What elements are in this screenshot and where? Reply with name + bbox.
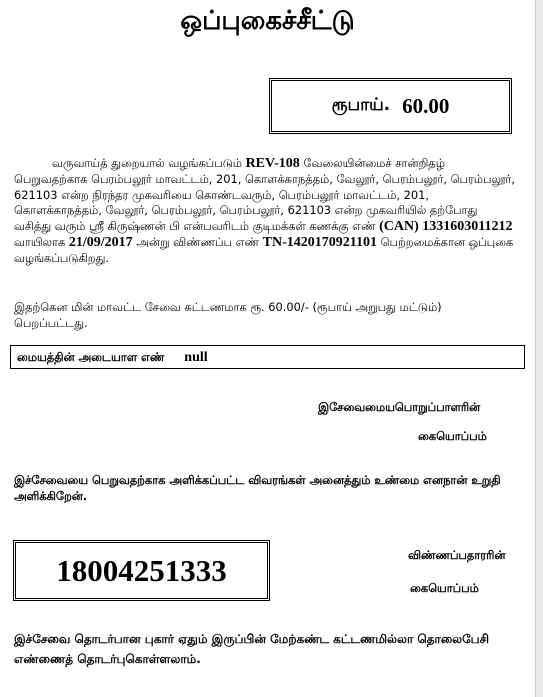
- centre-id-value: null: [184, 350, 208, 365]
- paragraph1-text-e: பெற்றமைக்கான ஒப்புகை வழங்கப்படுகிறது.: [14, 234, 514, 265]
- application-number: TN-1420170921101: [262, 234, 377, 250]
- declaration-paragraph: இச்சேவையை பெறுவதற்காக அளிக்கப்பட்ட விவரங்கள் அனைத்தும் உண்மை எனநான் உறுதி அளிக்கிறேன்.: [14, 473, 501, 503]
- can-number: (CAN) 1331603011212: [379, 219, 513, 235]
- paragraph1-text-c: வாயிலாக: [14, 234, 69, 249]
- paragraph1-text-b: வேலையின்மைச் சான்றிதழ் பெறுவதற்காக பெரம்பலூர் மாவட்டம், 201, கொளக்காநத்தம், வேலூர், பெரம்பலூர், பெரம்பலூர், 621103 என்ற நிரந்தர முகவரியை கொண்டவரும், பெரம்பலூர் மாவட்டம், 201, கொளக்காநத்தம், வேலூர், பெரம்பலூர், பெரம்பலூர், 621103 என்ற முகவரியில் தற்போது வசித்து வரும் ஸ்ரீ கிருஷ்ணன் பி என்பவரிடம் குடிமக்கள் கணக்கு எண்: [14, 156, 515, 234]
- service-code: REV-108: [245, 156, 300, 171]
- amount-value: 60.00: [402, 93, 450, 118]
- paragraph1-text-d: அன்று விண்ணப்ப எண்: [132, 234, 263, 249]
- amount-label: ரூபாய்.: [331, 95, 391, 115]
- centre-incharge-signature-label: இசேவைமையபொறுப்பாளரின்: [318, 400, 481, 414]
- applicant-signature-label: விண்ணப்பதாரரின்: [408, 548, 506, 562]
- centre-incharge-signature-word: கையொப்பம்: [418, 429, 487, 443]
- fee-paragraph: இதற்கென மின் மாவட்ட சேவை கட்டணமாக ரூ. 60.00/- (ரூபாய் அறுபது மட்டும்) பெறப்பட்டது.: [14, 300, 442, 330]
- helpline-number: 18004251333: [13, 540, 270, 601]
- centre-id-box: [10, 345, 525, 369]
- centre-id-label: மையத்தின் அடையாள எண்: [17, 350, 165, 364]
- acknowledgement-paragraph: [14, 156, 518, 267]
- page-title: ஒப்புகைச்சீட்டு: [180, 6, 355, 36]
- application-date: 21/09/2017: [68, 234, 133, 250]
- applicant-signature-word: கையொப்பம்: [410, 581, 479, 595]
- amount-box: [269, 78, 512, 134]
- paragraph1-text-a: வருவாய்த் துறையால் வழங்கப்படும்: [52, 156, 246, 170]
- complaint-paragraph: இச்சேவை தொடர்பான புகார் ஏதும் இருப்பின் மேற்கண்ட கட்டணமில்லா தொலைபேசி எண்ணைத் தொடர்புகொள்ளலாம்.: [14, 632, 489, 666]
